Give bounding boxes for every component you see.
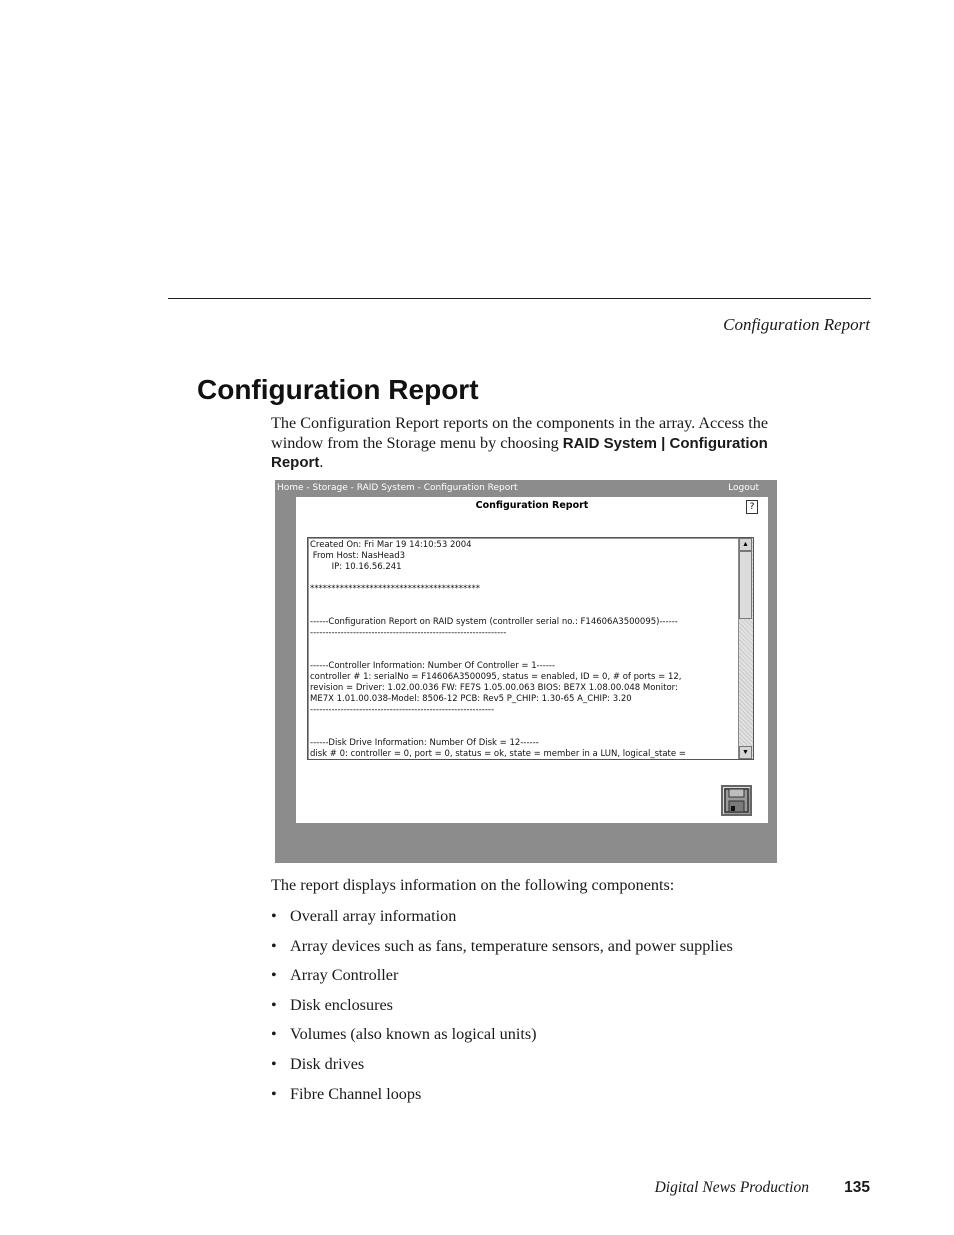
logout-link[interactable]: Logout (728, 483, 759, 493)
help-icon[interactable]: ? (746, 500, 758, 514)
bullet-icon: • (271, 936, 277, 955)
report-line: ------Configuration Report on RAID system (controller serial no.: F14606A3500095)------ (310, 617, 678, 627)
list-intro: The report displays information on the following components: (271, 876, 675, 894)
bullet-icon: • (271, 966, 277, 985)
report-line: IP: 10.16.56.241 (310, 562, 402, 572)
report-line: Created On: Fri Mar 19 14:10:53 2004 (310, 540, 472, 550)
report-line: ------Disk Drive Information: Number Of Disk = 12------ (310, 738, 539, 748)
list-item (271, 906, 733, 936)
list-item (271, 1024, 733, 1054)
running-head: Configuration Report (723, 315, 870, 334)
report-window (296, 497, 768, 823)
nav-bar (275, 480, 777, 497)
breadcrumb[interactable]: Home - Storage - RAID System - Configuration Report (277, 483, 518, 493)
scroll-up-arrow-icon[interactable]: ▲ (739, 538, 752, 551)
report-line: **************************************** (310, 584, 480, 594)
save-button[interactable] (721, 785, 752, 816)
list-item-text: Fibre Channel loops (290, 1084, 422, 1103)
list-item-text: Array devices such as fans, temperature sensors, and power supplies (290, 936, 733, 955)
report-textarea[interactable] (307, 537, 754, 760)
bullet-icon: • (271, 1084, 277, 1103)
page-number: 135 (844, 1179, 870, 1196)
report-line: controller # 1: serialNo = F14606A3500095, status = enabled, ID = 0, # of ports = 12, (310, 672, 682, 682)
bullet-icon: • (271, 907, 277, 925)
report-line: ---------------------------------------------------------------- (310, 628, 507, 638)
list-item-text: Disk drives (290, 1054, 365, 1073)
window-title: Configuration Report (475, 500, 589, 511)
list-item-text: Array Controller (290, 966, 399, 985)
config-report-screenshot (275, 480, 777, 863)
list-item (271, 936, 733, 966)
intro-paragraph (271, 414, 816, 473)
scroll-thumb[interactable] (739, 551, 752, 619)
bullet-icon: • (271, 1025, 277, 1044)
list-item (271, 1084, 733, 1114)
menu-path: RAID System | Configuration Report (271, 434, 768, 471)
list-item (271, 995, 733, 1025)
footer-book-title: Digital News Production (654, 1179, 809, 1196)
intro-end: . (319, 453, 324, 471)
component-list (271, 906, 733, 1113)
report-line: ------Controller Information: Number Of Controller = 1------ (310, 661, 556, 671)
floppy-disk-icon (723, 787, 750, 814)
vertical-scrollbar[interactable] (738, 538, 753, 759)
report-line: From Host: NasHead3 (310, 551, 406, 561)
report-line: revision = Driver: 1.02.00.036 FW: FE7S 1.05.00.063 BIOS: BE7X 1.08.00.048 Monitor: (310, 683, 678, 693)
list-item (271, 965, 733, 995)
list-item-text: Overall array information (290, 907, 457, 925)
scroll-down-arrow-icon[interactable]: ▼ (739, 746, 752, 759)
report-line: disk # 0: controller = 0, port = 0, status = ok, state = member in a LUN, logical_state = (310, 749, 689, 759)
header-rule (168, 298, 871, 299)
bullet-icon: • (271, 1054, 277, 1073)
list-item-text: Disk enclosures (290, 995, 393, 1014)
section-title: Configuration Report (197, 374, 479, 405)
report-line: ------------------------------------------------------------ (310, 705, 495, 715)
report-content (310, 540, 738, 759)
list-item-text: Volumes (also known as logical units) (290, 1025, 537, 1044)
intro-text: The Configuration Report reports on the components in the array. Access the window from the Storage menu by choosing (271, 414, 769, 452)
report-line: ME7X 1.01.00.038-Model: 8506-12 PCB: Rev5 P_CHIP: 1.30-65 A_CHIP: 3.20 (310, 694, 632, 704)
list-item (271, 1054, 733, 1084)
bullet-icon: • (271, 995, 277, 1014)
